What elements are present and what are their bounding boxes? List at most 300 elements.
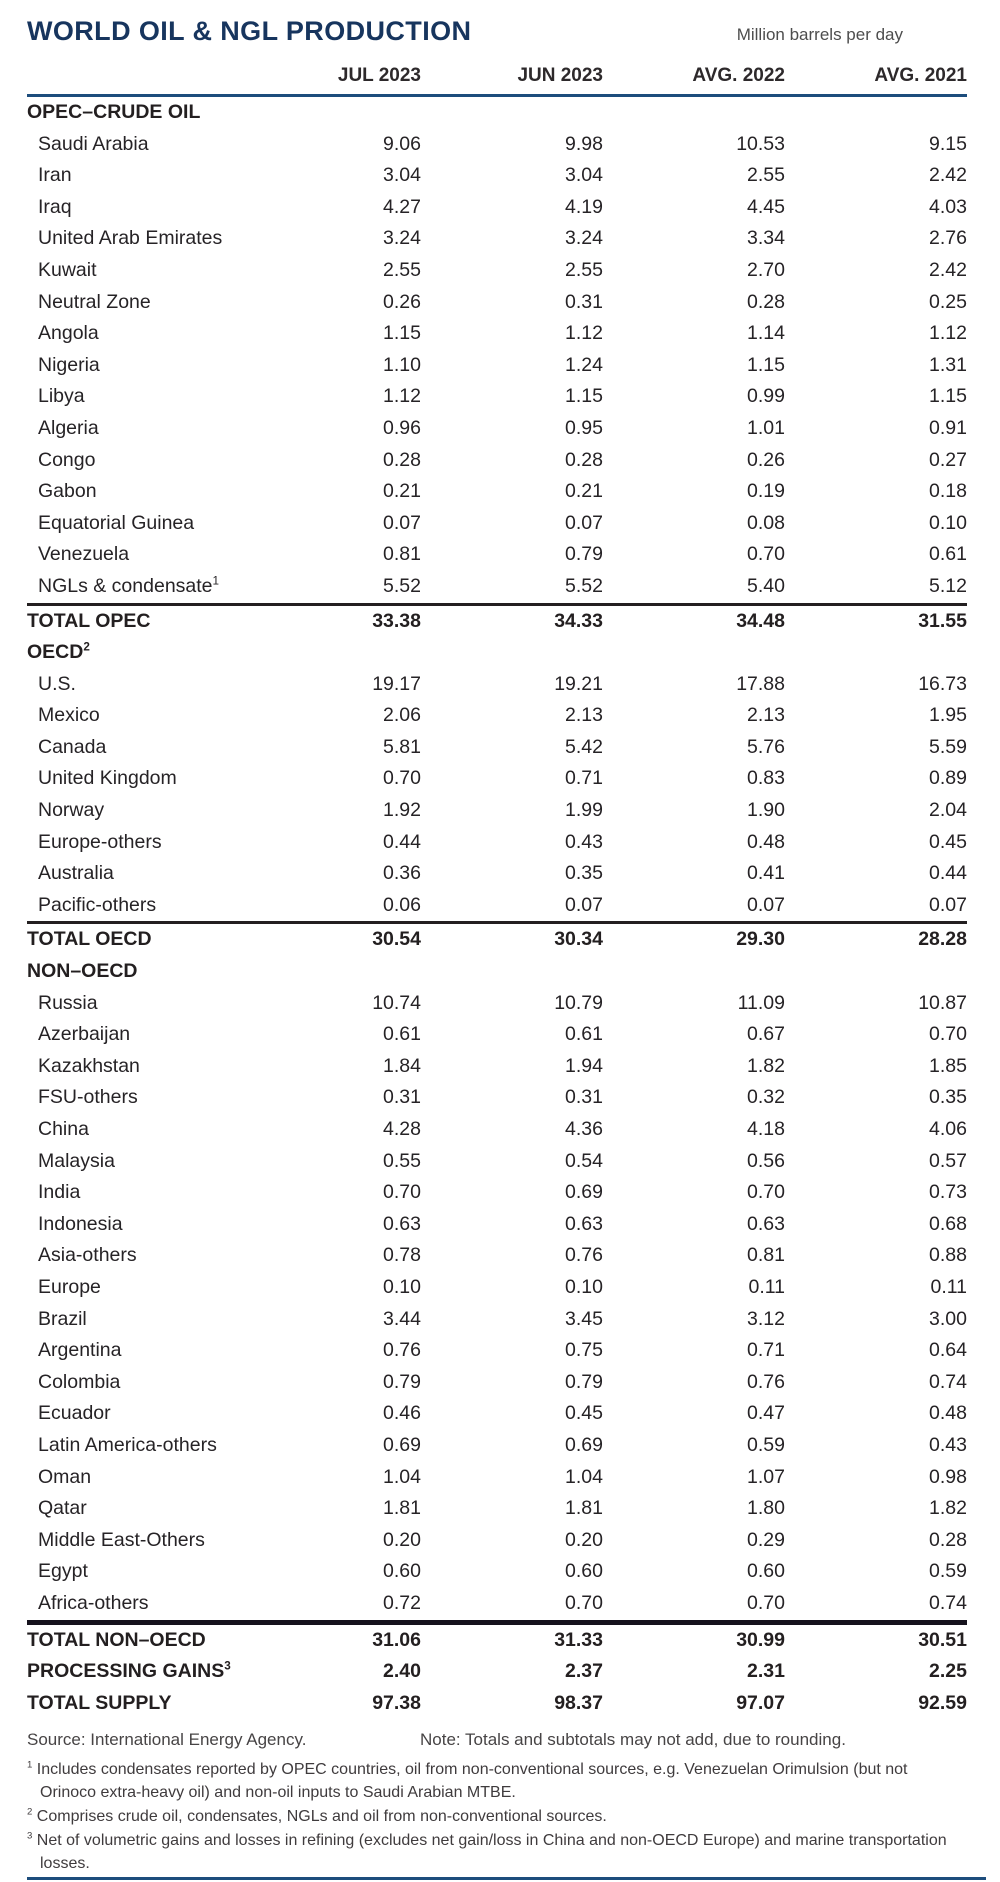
value-cell: 17.88 (736, 672, 785, 695)
section-header-row (27, 637, 967, 669)
value-cell: 5.42 (565, 735, 603, 758)
row-label: United Arab Emirates (38, 227, 223, 250)
table-row (27, 1051, 967, 1083)
value-cell: 4.36 (565, 1118, 603, 1140)
value-cell: 1.94 (565, 1054, 603, 1077)
value-cell: 0.11 (748, 1275, 785, 1298)
value-cell: 0.79 (383, 1370, 421, 1393)
row-label: Ecuador (38, 1402, 111, 1425)
empty-cell (239, 96, 421, 129)
row-label: Australia (38, 862, 114, 885)
value-cell: 11.09 (737, 991, 785, 1014)
value-cell: 0.28 (929, 1528, 967, 1551)
value-cell: 2.06 (383, 704, 421, 727)
value-cell: 31.33 (421, 1622, 603, 1656)
value-cell: 0.28 (383, 448, 421, 471)
row-label: Egypt (38, 1560, 88, 1583)
value-cell: 2.76 (929, 227, 967, 250)
value-cell: 0.59 (929, 1560, 967, 1583)
value-cell: 34.48 (603, 604, 785, 637)
value-cell: 2.55 (747, 164, 785, 187)
value-cell: 3.24 (565, 227, 603, 250)
footnote-marker: 1 (212, 574, 220, 588)
value-cell: 0.63 (383, 1212, 421, 1235)
table-row (27, 1398, 967, 1430)
value-cell: 1.04 (383, 1465, 421, 1488)
footnote-marker: 2 (27, 1806, 33, 1818)
table-row (27, 287, 967, 319)
value-cell: 0.41 (747, 862, 785, 885)
value-cell: 0.63 (747, 1212, 785, 1235)
value-cell: 5.81 (383, 735, 421, 758)
value-cell: 1.85 (929, 1054, 967, 1077)
value-cell: 9.15 (929, 132, 967, 155)
empty-cell (603, 96, 785, 129)
value-cell: 2.13 (747, 704, 785, 727)
value-cell: 0.81 (383, 543, 421, 566)
value-cell: 2.31 (747, 1660, 785, 1683)
footnote-text: Net of volumetric gains and losses in refining (excludes net gain/loss in China and non-OECD Europe) and marine transportation losses. (32, 1832, 947, 1873)
table-row (27, 1272, 967, 1304)
table-row (27, 1493, 967, 1525)
value-cell: 4.27 (383, 195, 421, 218)
value-cell: 29.30 (603, 923, 785, 956)
value-cell: 0.21 (383, 480, 421, 503)
value-cell: 0.98 (929, 1465, 967, 1488)
summary-label: TOTAL SUPPLY (27, 1691, 172, 1714)
page-title: WORLD OIL & NGL PRODUCTION (27, 16, 472, 46)
value-cell: 92.59 (918, 1691, 967, 1714)
value-cell: 0.70 (747, 1591, 785, 1614)
value-cell: 10.74 (372, 991, 421, 1014)
value-cell: 2.40 (383, 1660, 421, 1683)
value-cell: 2.37 (565, 1660, 603, 1683)
value-cell: 0.43 (565, 830, 603, 853)
footnote-marker: 1 (27, 1759, 33, 1771)
value-cell: 30.99 (603, 1622, 785, 1656)
value-cell: 0.07 (565, 893, 603, 916)
value-cell: 0.18 (929, 480, 967, 503)
value-cell: 1.10 (383, 353, 421, 376)
value-cell: 0.71 (747, 1339, 785, 1362)
row-label: Mexico (38, 704, 100, 727)
empty-cell (603, 637, 785, 669)
value-cell: 0.07 (565, 511, 603, 534)
value-cell: 5.40 (747, 574, 785, 597)
value-cell: 5.12 (929, 574, 967, 597)
value-cell: 33.38 (239, 604, 421, 637)
row-label: Argentina (38, 1339, 122, 1362)
row-label: Africa-others (38, 1591, 149, 1614)
row-label: China (38, 1118, 89, 1140)
table-row (27, 539, 967, 571)
value-cell: 1.12 (383, 385, 421, 408)
footnote-marker: 2 (83, 640, 90, 654)
value-cell: 1.80 (747, 1497, 785, 1520)
value-cell: 0.60 (565, 1560, 603, 1583)
empty-cell (603, 956, 785, 988)
table-row (27, 795, 967, 827)
table-row (27, 1556, 967, 1588)
table-row (27, 1114, 967, 1146)
value-cell: 0.60 (383, 1560, 421, 1583)
value-cell: 10.53 (736, 132, 785, 155)
value-cell: 0.69 (565, 1433, 603, 1456)
row-label: Algeria (38, 416, 99, 439)
value-cell: 1.84 (383, 1054, 421, 1077)
value-cell: 1.82 (929, 1497, 967, 1520)
empty-cell (421, 96, 603, 129)
value-cell: 97.07 (736, 1691, 785, 1714)
value-cell: 3.45 (565, 1307, 603, 1330)
value-cell: 0.70 (747, 1181, 785, 1204)
value-cell: 0.46 (383, 1402, 421, 1425)
value-cell: 0.10 (383, 1275, 421, 1298)
total-row (27, 604, 967, 637)
table-row (27, 1335, 967, 1367)
value-cell: 0.31 (383, 1086, 421, 1109)
value-cell: 0.44 (383, 830, 421, 853)
value-cell: 0.70 (383, 1181, 421, 1204)
value-cell: 0.43 (929, 1433, 967, 1456)
production-table (27, 62, 967, 1719)
value-cell: 0.07 (747, 893, 785, 916)
table-row (27, 763, 967, 795)
value-cell: 3.24 (383, 227, 421, 250)
value-cell: 2.42 (929, 164, 967, 187)
value-cell: 0.64 (929, 1339, 967, 1362)
value-cell: 0.21 (565, 480, 603, 503)
value-cell: 3.12 (747, 1307, 785, 1330)
table-row (27, 890, 967, 923)
row-label: Iraq (38, 195, 72, 218)
table-row (27, 1177, 967, 1209)
row-label: Russia (38, 991, 98, 1014)
value-cell: 1.99 (565, 799, 603, 822)
value-cell: 0.75 (565, 1339, 603, 1362)
source-note-line (27, 1728, 967, 1752)
table-row (27, 160, 967, 192)
value-cell: 97.38 (372, 1691, 421, 1714)
value-cell: 9.98 (565, 132, 603, 155)
row-label: India (38, 1181, 81, 1204)
value-cell: 0.07 (383, 511, 421, 534)
table-row (27, 1367, 967, 1399)
row-label: Azerbaijan (38, 1023, 131, 1046)
table-row (27, 669, 967, 701)
table-row (27, 350, 967, 382)
table-row (27, 988, 967, 1020)
value-cell: 0.99 (747, 385, 785, 408)
table-row (27, 1525, 967, 1557)
value-cell: 2.55 (565, 258, 603, 281)
value-cell: 1.95 (929, 704, 967, 727)
value-cell: 1.14 (747, 322, 785, 345)
value-cell: 0.68 (929, 1212, 967, 1235)
value-cell: 4.06 (929, 1118, 967, 1140)
value-cell: 1.81 (565, 1497, 603, 1520)
row-label: United Kingdom (38, 767, 177, 790)
empty-cell (421, 956, 603, 988)
value-cell: 0.57 (929, 1149, 967, 1172)
value-cell: 0.67 (747, 1023, 785, 1046)
empty-cell (239, 956, 421, 988)
value-cell: 0.74 (929, 1370, 967, 1393)
value-cell: 1.04 (565, 1465, 603, 1488)
row-label: Angola (38, 322, 99, 345)
note-text: Note: Totals and subtotals may not add, due to rounding. (420, 1730, 846, 1750)
table-row (27, 1082, 967, 1114)
value-cell: 16.73 (918, 672, 967, 695)
row-label: NGLs & condensate$^1$ (38, 574, 220, 597)
empty-cell (785, 637, 967, 669)
row-label: Kuwait (38, 258, 97, 281)
value-cell: 0.76 (747, 1370, 785, 1393)
empty-cell (239, 637, 421, 669)
table-row (27, 1240, 967, 1272)
footnote-marker: 3 (224, 1659, 231, 1673)
value-cell: 3.00 (929, 1307, 967, 1330)
value-cell: 1.15 (565, 385, 603, 408)
row-label: Malaysia (38, 1149, 115, 1172)
bottom-rule (27, 1877, 986, 1880)
value-cell: 0.48 (929, 1402, 967, 1425)
value-cell: 0.48 (747, 830, 785, 853)
value-cell: 0.61 (383, 1023, 421, 1046)
row-label: Nigeria (38, 353, 100, 376)
value-cell: 1.01 (747, 416, 785, 439)
value-cell: 0.59 (747, 1433, 785, 1456)
table-row (27, 318, 967, 350)
value-cell: 0.35 (929, 1086, 967, 1109)
value-cell: 0.06 (383, 893, 421, 916)
section-header-row (27, 96, 967, 129)
table-row (27, 255, 967, 287)
value-cell: 0.45 (565, 1402, 603, 1425)
footnote (27, 1805, 962, 1828)
value-cell: 0.73 (929, 1181, 967, 1204)
value-cell: 10.79 (554, 991, 603, 1014)
value-cell: 1.15 (747, 353, 785, 376)
value-cell: 0.96 (383, 416, 421, 439)
value-cell: 0.32 (747, 1086, 785, 1109)
value-cell: 4.03 (929, 195, 967, 218)
value-cell: 0.63 (565, 1212, 603, 1235)
value-cell: 0.35 (565, 862, 603, 885)
value-cell: 1.31 (929, 353, 967, 376)
table-row (27, 858, 967, 890)
column-header-jul-2023: JUL 2023 (239, 62, 421, 96)
value-cell: 0.70 (383, 767, 421, 790)
row-label: Oman (38, 1465, 92, 1488)
value-cell: 0.31 (565, 1086, 603, 1109)
value-cell: 0.26 (747, 448, 785, 471)
total-row (27, 923, 967, 956)
section-header: NON–OECD (27, 960, 138, 983)
value-cell: 0.81 (747, 1244, 785, 1267)
table-row (27, 1430, 967, 1462)
column-header-avg-2022: AVG. 2022 (603, 62, 785, 96)
value-cell: 1.24 (565, 353, 603, 376)
value-cell: 0.10 (565, 1275, 603, 1298)
value-cell: 2.70 (747, 258, 785, 281)
value-cell: 0.11 (930, 1275, 967, 1298)
value-cell: 0.19 (747, 480, 785, 503)
table-row (27, 508, 967, 540)
total-label: TOTAL OECD (27, 923, 239, 956)
value-cell: 0.72 (383, 1591, 421, 1614)
table-row (27, 700, 967, 732)
value-cell: 2.42 (929, 258, 967, 281)
unit-label: Million barrels per day (736, 25, 903, 44)
value-cell: 9.06 (383, 132, 421, 155)
value-cell: 5.52 (383, 574, 421, 597)
row-label: Qatar (38, 1497, 87, 1520)
value-cell: 19.21 (554, 672, 603, 695)
value-cell: 0.70 (565, 1591, 603, 1614)
table-row (27, 1304, 967, 1336)
footnote-text: Comprises crude oil, condensates, NGLs and oil from non-conventional sources. (32, 1808, 607, 1826)
value-cell: 2.04 (929, 799, 967, 822)
value-cell: 5.59 (929, 735, 967, 758)
footnote (27, 1758, 962, 1804)
value-cell: 31.06 (239, 1622, 421, 1656)
table-row (27, 129, 967, 161)
value-cell: 4.19 (565, 195, 603, 218)
table-row (27, 1588, 967, 1622)
row-label: Asia-others (38, 1244, 137, 1267)
table-row (27, 413, 967, 445)
value-cell: 3.44 (383, 1307, 421, 1330)
row-label: U.S. (38, 672, 76, 695)
value-cell: 31.55 (785, 604, 967, 637)
table-row (27, 1209, 967, 1241)
table-row (27, 1019, 967, 1051)
value-cell: 0.69 (565, 1181, 603, 1204)
value-cell: 5.76 (747, 735, 785, 758)
value-cell: 0.47 (747, 1402, 785, 1425)
column-header-jun-2023: JUN 2023 (421, 62, 603, 96)
row-label: Latin America-others (38, 1433, 217, 1456)
footnote (27, 1829, 962, 1875)
value-cell: 30.51 (785, 1622, 967, 1656)
table-row (27, 381, 967, 413)
value-cell: 1.15 (929, 385, 967, 408)
row-label: Indonesia (38, 1212, 123, 1235)
value-cell: 0.26 (383, 290, 421, 313)
value-cell: 1.15 (383, 322, 421, 345)
value-cell: 3.04 (565, 164, 603, 187)
table-row (27, 192, 967, 224)
value-cell: 0.61 (929, 543, 967, 566)
row-label: Middle East-Others (38, 1528, 205, 1551)
row-label: Pacific-others (38, 893, 157, 916)
value-cell: 0.89 (929, 767, 967, 790)
value-cell: 3.04 (383, 164, 421, 187)
value-cell: 28.28 (785, 923, 967, 956)
value-cell: 0.74 (929, 1591, 967, 1614)
value-cell: 0.79 (565, 1370, 603, 1393)
empty-cell (785, 956, 967, 988)
row-label: Neutral Zone (38, 290, 151, 313)
value-cell: 0.76 (383, 1339, 421, 1362)
value-cell: 0.95 (565, 416, 603, 439)
footnote-text: Includes condensates reported by OPEC countries, oil from non-conventional sources, e.g. Venezuelan Orimulsion (but not Orinoco extra-heavy oil) and non-oil inputs to Saudi Arabian MTBE. (32, 1761, 908, 1802)
row-label: Kazakhstan (38, 1054, 140, 1077)
section-header-row (27, 956, 967, 988)
value-cell: 0.27 (929, 448, 967, 471)
value-cell: 0.28 (747, 290, 785, 313)
value-cell: 0.91 (929, 416, 967, 439)
value-cell: 4.45 (747, 195, 785, 218)
summary-row (27, 1656, 967, 1688)
row-label: Equatorial Guinea (38, 511, 195, 534)
value-cell: 0.44 (929, 862, 967, 885)
total-label: TOTAL OPEC (27, 604, 239, 637)
value-cell: 0.20 (565, 1528, 603, 1551)
value-cell: 0.70 (929, 1023, 967, 1046)
value-cell: 0.10 (929, 511, 967, 534)
table-row (27, 476, 967, 508)
value-cell: 0.56 (747, 1149, 785, 1172)
table-row (27, 571, 967, 604)
value-cell: 5.52 (565, 574, 603, 597)
table-row (27, 223, 967, 255)
value-cell: 0.69 (383, 1433, 421, 1456)
value-cell: 0.70 (747, 543, 785, 566)
row-label: Iran (38, 164, 72, 187)
footnotes (27, 1758, 962, 1875)
table-row (27, 1462, 967, 1494)
row-label: Norway (38, 799, 105, 822)
value-cell: 0.08 (747, 511, 785, 534)
value-cell: 1.81 (383, 1497, 421, 1520)
footnote-marker: 3 (27, 1830, 33, 1842)
value-cell: 0.61 (565, 1023, 603, 1046)
value-cell: 98.37 (554, 1691, 603, 1714)
row-label: Canada (38, 735, 107, 758)
value-cell: 0.60 (747, 1560, 785, 1583)
value-cell: 0.20 (383, 1528, 421, 1551)
value-cell: 2.55 (383, 258, 421, 281)
column-header-row (27, 62, 967, 96)
value-cell: 0.71 (565, 767, 603, 790)
value-cell: 0.76 (565, 1244, 603, 1267)
label-column-spacer (27, 62, 239, 96)
row-label: Europe-others (38, 830, 162, 853)
row-label: Congo (38, 448, 96, 471)
value-cell: 0.54 (565, 1149, 603, 1172)
table-row (27, 827, 967, 859)
column-header-avg-2021: AVG. 2021 (785, 62, 967, 96)
total-row (27, 1622, 967, 1656)
row-label: Brazil (38, 1307, 87, 1330)
summary-row (27, 1688, 967, 1720)
value-cell: 34.33 (421, 604, 603, 637)
row-label: Colombia (38, 1370, 121, 1393)
row-label: Gabon (38, 480, 97, 503)
header (27, 16, 967, 60)
table-row (27, 1146, 967, 1178)
value-cell: 0.45 (929, 830, 967, 853)
empty-cell (785, 96, 967, 129)
value-cell: 30.54 (239, 923, 421, 956)
value-cell: 1.12 (929, 322, 967, 345)
row-label: Venezuela (38, 543, 130, 566)
section-header: OPEC–CRUDE OIL (27, 101, 201, 123)
summary-label: PROCESSING GAINS$^3$ (27, 1659, 231, 1683)
value-cell: 0.25 (929, 290, 967, 313)
